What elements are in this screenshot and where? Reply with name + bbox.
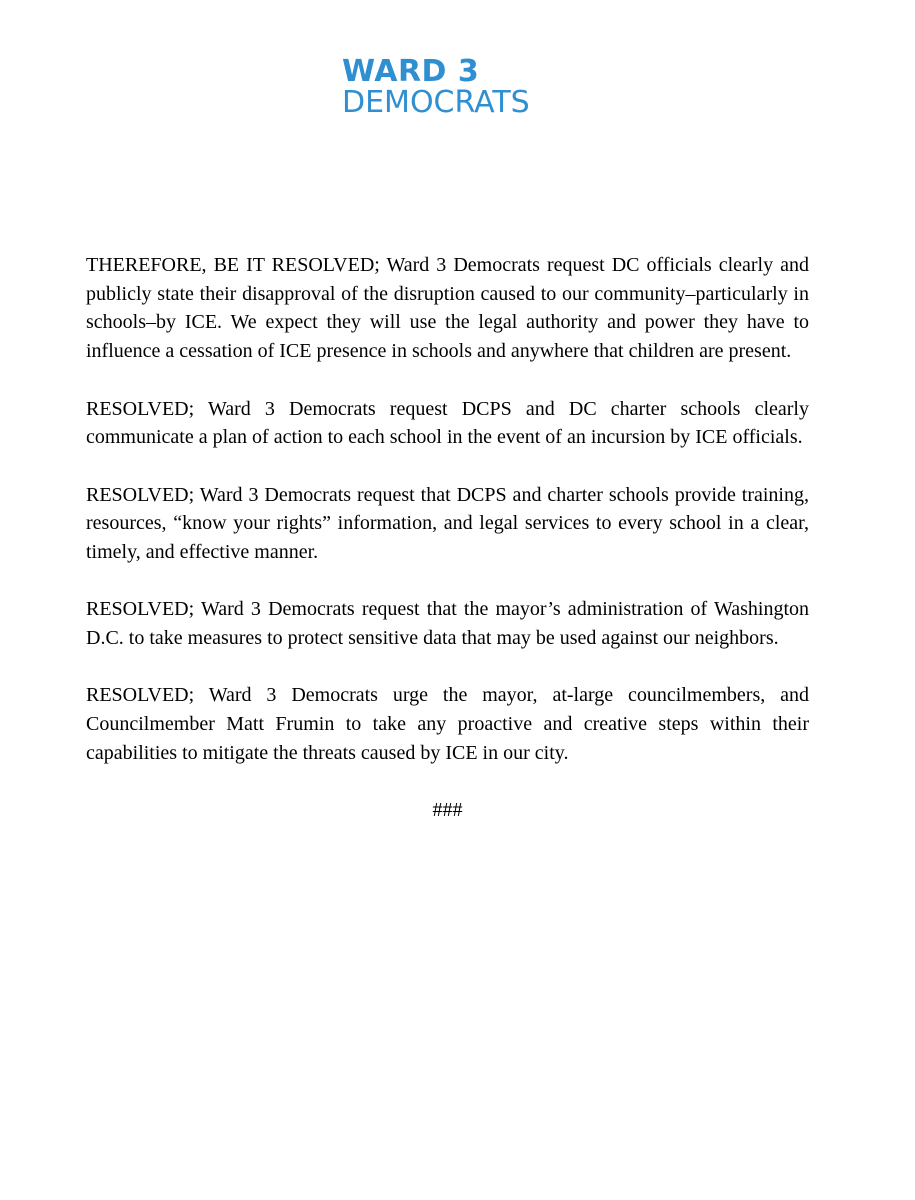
resolution-paragraph-2: RESOLVED; Ward 3 Democrats request DCPS and DC charter schools clearly communicate a plan of action to each school in the event of an incursion by ICE officials.	[86, 397, 809, 449]
resolution-paragraph-4: RESOLVED; Ward 3 Democrats request that the mayor’s administration of Washington D.C. to take measures to protect sensitive data that may be used against our neighbors.	[86, 598, 809, 650]
resolution-body	[86, 251, 809, 825]
logo-line-1: WARD 3	[342, 54, 480, 89]
resolution-paragraph-1: THEREFORE, BE IT RESOLVED; Ward 3 Democrats request DC officials clearly and publicly state their disapproval of the disruption caused to our community–particularly in schools–by ICE. We expect they will use the legal authority and power they have to influence a cessation of ICE presence in schools and anywhere that children are present.	[86, 254, 809, 363]
resolution-paragraph-5: RESOLVED; Ward 3 Democrats urge the mayor, at-large councilmembers, and Councilmember Matt Frumin to take any proactive and creative steps within their capabilities to mitigate the threats caused by ICE in our city.	[86, 684, 809, 764]
resolution-paragraph-3: RESOLVED; Ward 3 Democrats request that DCPS and charter schools provide training, resources, “know your rights” information, and legal services to every school in a clear, timely, and effective manner.	[86, 483, 809, 563]
end-mark: ###	[432, 799, 463, 822]
ward3-democrats-logo	[342, 56, 530, 119]
logo-line-2: DEMOCRATS	[342, 85, 530, 120]
